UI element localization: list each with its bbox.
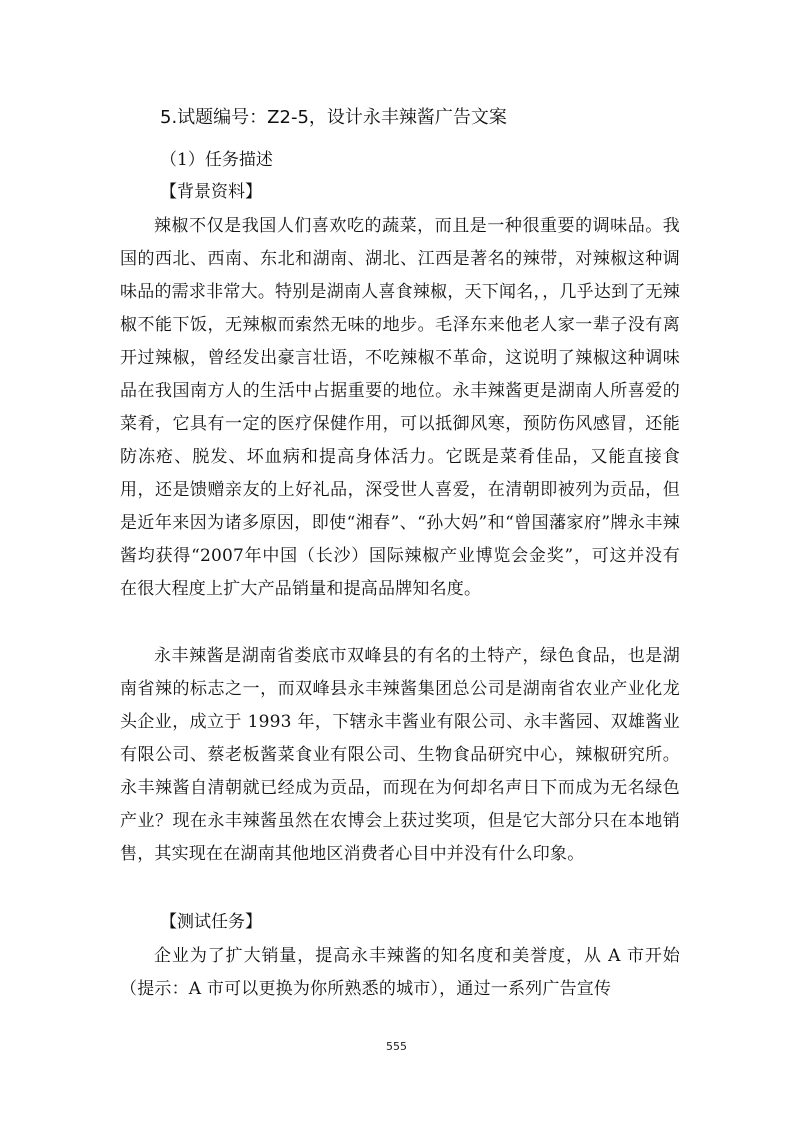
background-paragraph-1: 辣椒不仅是我国人们喜欢吃的蔬菜，而且是一种很重要的调味品。我国的西北、西南、东北和湖南、湖北、江西是著名的辣带，对辣椒这种调味品的需求非常大。特别是湖南人喜食辣椒，天下闻名，，几乎达到了无辣椒不能下饭，无辣椒而索然无味的地步。毛泽东来他老人家一辈子没有离开过辣椒，曾经发出豪言壮语，不吃辣椒不革命，这说明了辣椒这种调味品在我国南方人的生活中占据重要的地位。永丰辣酱更是湖南人所喜爱的菜肴，它具有一定的医疗保健作用，可以抵御风寒，预防伤风感冒，还能防冻疮、脱发、坏血病和提高身体活力。它既是菜肴佳品，又能直接食用，还是馈赠亲友的上好礼品，深受世人喜爱，在清朝即被列为贡品，但是近年来因为诸多原因，即使“湘春”、“孙大妈”和“曾国藩家府”牌永丰辣酱均获得“2007年中国（长沙）国际辣椒产业博览会金奖”，可这并没有在很大程度上扩大产品销量和提高品牌知名度。 xyxy=(120,216,680,599)
test-task-paragraph: 企业为了扩大销量，提高永丰辣酱的知名度和美誉度，从 A 市开始（提示：A 市可以更换为你所熟悉的城市），通过一系列广告宣传 xyxy=(120,946,680,999)
test-task-label: 【测试任务】 xyxy=(160,912,262,932)
background-label: 【背景资料】 xyxy=(160,182,262,202)
page-number: 555 xyxy=(386,1040,407,1053)
task-description-label: （1）任务描述 xyxy=(160,150,273,170)
page-title: 5.试题编号：Z2-5，设计永丰辣酱广告文案 xyxy=(160,107,507,128)
background-paragraph-2: 永丰辣酱是湖南省娄底市双峰县的有名的土特产，绿色食品，也是湖南省辣的标志之一，而双峰县永丰辣酱集团总公司是湖南省农业产业化龙头企业，成立于 1993 年，下辖永丰酱业有限公司、永丰酱园、双雄酱业有限公司、蔡老板酱菜食业有限公司、生物食品研究中心，辣椒研究所。永丰辣酱自清朝就已经成为贡品，而现在为何却名声日下而成为无名绿色产业？现在永丰辣酱虽然在农博会上获过奖项，但是它大部分只在本地销售，其实现在在湖南其他地区消费者心目中并没有什么印象。 xyxy=(120,646,680,864)
